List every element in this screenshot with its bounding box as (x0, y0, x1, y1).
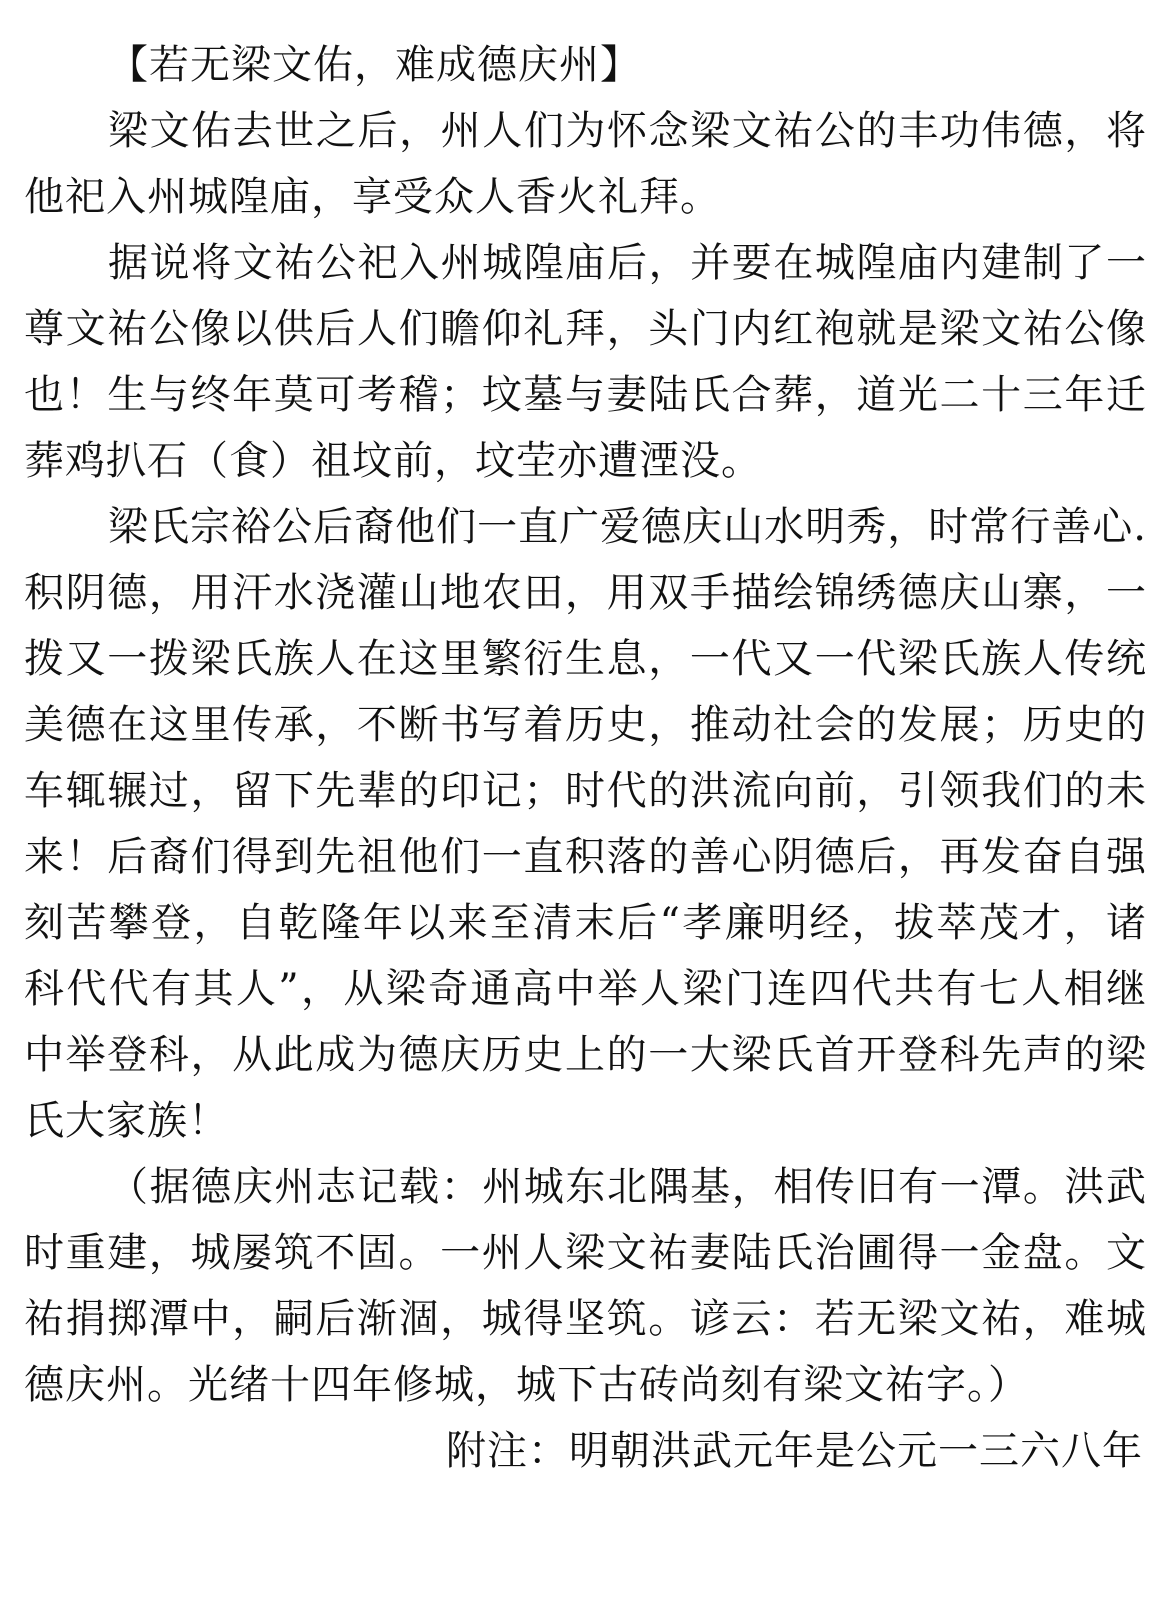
footnote: 附注：明朝洪武元年是公元一三六八年 (446, 1428, 1143, 1474)
paragraph-4-citation: （据德庆州志记载：州城东北隅基，相传旧有一潭。洪武时重建，城屡筑不固。一州人梁文祐妻陆氏治圃得一金盘。文祐捐掷潭中，嗣后渐涸，城得坚筑。谚云：若无梁文祐，难城德庆州。光绪十四年修城，城下古砖尚刻有梁文祐字。） (24, 1164, 1147, 1408)
document-title: 【若无梁文佑，难成德庆州】 (108, 42, 641, 88)
paragraph-3: 梁氏宗裕公后裔他们一直广爱德庆山水明秀，时常行善心.积阴德，用汗水浇灌山地农田，用双手描绘锦绣德庆山寨，一拨又一拨梁氏族人在这里繁衍生息，一代又一代梁氏族人传统美德在这里传承，不断书写着历史，推动社会的发展；历史的车辄辗过，留下先辈的印记；时代的洪流向前，引领我们的未来！后裔们得到先祖他们一直积落的善心阴德后，再发奋自强刻苦攀登，自乾隆年以来至清末后“孝廉明经，拔萃茂才，诸科代代有其人”，从梁奇通高中举人梁门连四代共有七人相继中举登科，从此成为德庆历史上的一大梁氏首开登科先声的梁氏大家族！ (24, 504, 1147, 1144)
paragraph-2: 据说将文祐公祀入州城隍庙后，并要在城隍庙内建制了一尊文祐公像以供后人们瞻仰礼拜，头门内红袍就是梁文祐公像也！生与终年莫可考稽；坟墓与妻陆氏合葬，道光二十三年迁葬鸡扒石（食）祖坟前，坟茔亦遭湮没。 (24, 240, 1147, 484)
paragraph-1: 梁文佑去世之后，州人们为怀念梁文祐公的丰功伟德，将他祀入州城隍庙，享受众人香火礼拜。 (24, 108, 1147, 220)
